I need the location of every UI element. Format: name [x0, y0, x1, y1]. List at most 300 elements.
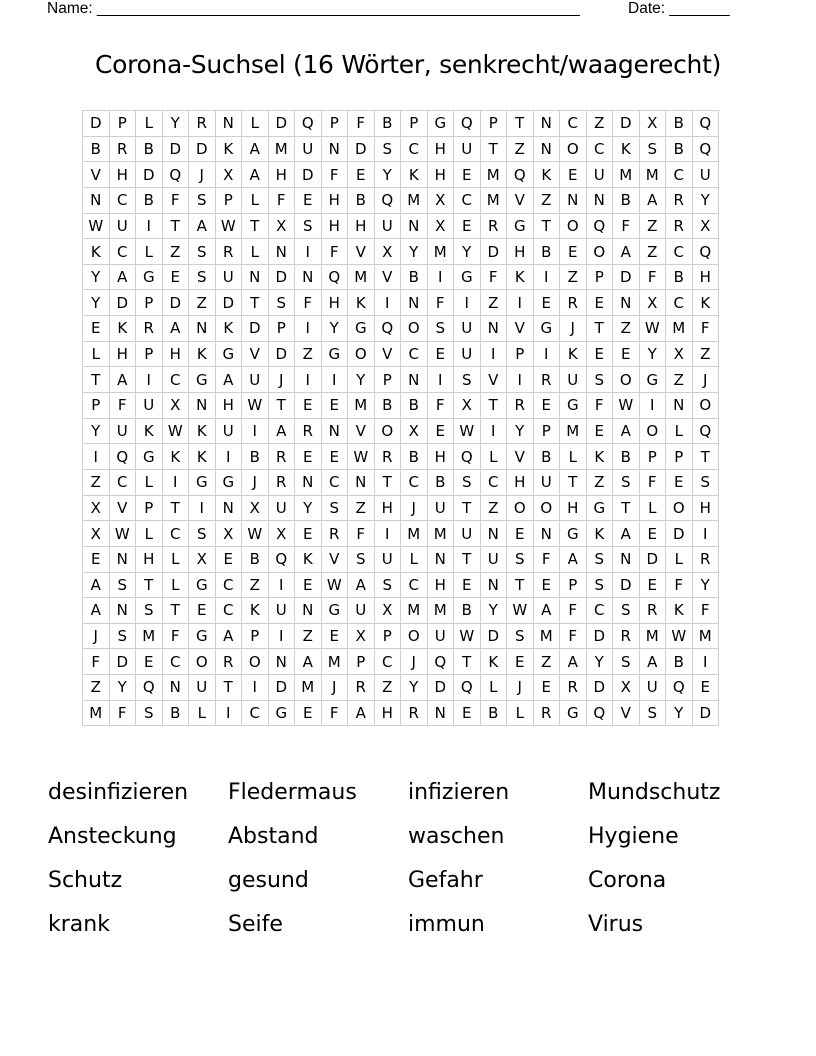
grid-row: [83, 572, 719, 598]
grid-cell: R: [215, 649, 242, 675]
grid-cell: K: [162, 444, 189, 470]
grid-cell: H: [692, 264, 719, 290]
grid-cell: X: [613, 675, 640, 701]
grid-cell: L: [136, 521, 163, 547]
grid-cell: D: [427, 675, 454, 701]
grid-cell: X: [162, 393, 189, 419]
grid-cell: B: [374, 393, 401, 419]
grid-cell: U: [454, 521, 481, 547]
grid-cell: K: [189, 341, 216, 367]
grid-cell: F: [295, 290, 322, 316]
word-list-item: Virus: [588, 912, 644, 937]
grid-cell: D: [268, 341, 295, 367]
grid-cell: K: [242, 598, 269, 624]
grid-cell: Q: [692, 136, 719, 162]
grid-cell: Y: [401, 675, 428, 701]
grid-cell: A: [295, 649, 322, 675]
grid-cell: O: [348, 341, 375, 367]
grid-cell: G: [215, 469, 242, 495]
grid-cell: L: [136, 111, 163, 137]
grid-cell: A: [215, 623, 242, 649]
grid-cell: T: [242, 290, 269, 316]
grid-cell: R: [401, 700, 428, 726]
grid-cell: B: [533, 444, 560, 470]
grid-cell: F: [586, 393, 613, 419]
grid-cell: V: [83, 162, 110, 188]
grid-cell: S: [586, 367, 613, 393]
grid-cell: U: [268, 598, 295, 624]
grid-cell: S: [189, 187, 216, 213]
grid-cell: X: [374, 239, 401, 265]
grid-cell: I: [533, 264, 560, 290]
grid-cell: Q: [321, 264, 348, 290]
grid-cell: E: [639, 521, 666, 547]
grid-cell: Q: [268, 546, 295, 572]
grid-cell: F: [268, 187, 295, 213]
grid-cell: N: [427, 546, 454, 572]
grid-cell: H: [321, 290, 348, 316]
grid-cell: D: [586, 675, 613, 701]
grid-cell: E: [533, 290, 560, 316]
grid-cell: X: [348, 623, 375, 649]
grid-cell: T: [692, 444, 719, 470]
grid-cell: F: [533, 546, 560, 572]
grid-cell: L: [480, 444, 507, 470]
grid-cell: F: [692, 598, 719, 624]
grid-cell: W: [666, 623, 693, 649]
grid-cell: Y: [321, 316, 348, 342]
grid-cell: T: [162, 495, 189, 521]
grid-cell: G: [348, 316, 375, 342]
grid-cell: I: [692, 649, 719, 675]
grid-cell: R: [666, 213, 693, 239]
grid-cell: F: [692, 316, 719, 342]
grid-cell: N: [586, 187, 613, 213]
grid-cell: M: [348, 264, 375, 290]
grid-cell: P: [136, 495, 163, 521]
grid-cell: B: [427, 469, 454, 495]
grid-cell: E: [586, 418, 613, 444]
grid-cell: S: [268, 290, 295, 316]
grid-cell: F: [321, 700, 348, 726]
grid-cell: Z: [480, 495, 507, 521]
word-list-item: Ansteckung: [48, 824, 177, 849]
grid-cell: U: [136, 393, 163, 419]
grid-cell: S: [348, 546, 375, 572]
grid-cell: D: [613, 572, 640, 598]
grid-cell: H: [427, 162, 454, 188]
grid-cell: E: [560, 162, 587, 188]
grid-cell: E: [533, 675, 560, 701]
grid-cell: S: [586, 572, 613, 598]
grid-cell: E: [533, 393, 560, 419]
grid-cell: N: [295, 598, 322, 624]
grid-cell: Y: [295, 495, 322, 521]
grid-cell: F: [639, 264, 666, 290]
grid-cell: G: [639, 367, 666, 393]
grid-cell: Z: [83, 675, 110, 701]
grid-cell: Q: [427, 649, 454, 675]
grid-cell: E: [162, 264, 189, 290]
grid-cell: N: [295, 469, 322, 495]
grid-cell: S: [189, 521, 216, 547]
grid-cell: K: [83, 239, 110, 265]
grid-cell: B: [666, 111, 693, 137]
grid-cell: Y: [348, 367, 375, 393]
grid-cell: Q: [454, 675, 481, 701]
grid-cell: W: [162, 418, 189, 444]
grid-cell: L: [666, 418, 693, 444]
grid-cell: A: [639, 649, 666, 675]
grid-cell: Z: [639, 239, 666, 265]
grid-cell: A: [242, 136, 269, 162]
word-list-item: Corona: [588, 868, 667, 893]
grid-cell: V: [480, 367, 507, 393]
grid-cell: D: [295, 162, 322, 188]
grid-row: [83, 290, 719, 316]
grid-cell: K: [215, 316, 242, 342]
grid-cell: R: [268, 444, 295, 470]
grid-cell: U: [348, 598, 375, 624]
grid-cell: Y: [109, 675, 136, 701]
grid-cell: F: [162, 187, 189, 213]
grid-cell: G: [189, 469, 216, 495]
grid-cell: Y: [454, 239, 481, 265]
grid-cell: U: [454, 136, 481, 162]
grid-cell: W: [109, 521, 136, 547]
grid-cell: K: [136, 418, 163, 444]
grid-cell: O: [586, 239, 613, 265]
grid-cell: D: [348, 136, 375, 162]
grid-cell: O: [401, 316, 428, 342]
grid-cell: X: [666, 341, 693, 367]
word-list-item: krank: [48, 912, 110, 937]
grid-cell: N: [268, 649, 295, 675]
grid-cell: C: [162, 367, 189, 393]
grid-cell: F: [427, 393, 454, 419]
grid-cell: C: [666, 239, 693, 265]
grid-cell: S: [189, 239, 216, 265]
grid-cell: F: [560, 598, 587, 624]
grid-cell: X: [189, 546, 216, 572]
grid-cell: T: [162, 213, 189, 239]
grid-cell: Y: [692, 187, 719, 213]
grid-cell: M: [427, 598, 454, 624]
grid-cell: Y: [586, 649, 613, 675]
word-list-item: Fledermaus: [228, 780, 357, 805]
grid-row: [83, 444, 719, 470]
grid-cell: D: [162, 136, 189, 162]
grid-cell: B: [666, 264, 693, 290]
grid-cell: N: [242, 264, 269, 290]
grid-cell: N: [401, 213, 428, 239]
grid-cell: Z: [189, 290, 216, 316]
grid-cell: Q: [586, 213, 613, 239]
grid-cell: N: [109, 546, 136, 572]
grid-cell: B: [666, 136, 693, 162]
word-list-item: gesund: [228, 868, 309, 893]
grid-cell: C: [454, 187, 481, 213]
grid-cell: M: [427, 521, 454, 547]
grid-cell: R: [480, 213, 507, 239]
grid-cell: E: [613, 341, 640, 367]
grid-cell: W: [348, 444, 375, 470]
grid-cell: R: [268, 469, 295, 495]
grid-cell: C: [586, 598, 613, 624]
grid-cell: A: [348, 700, 375, 726]
grid-cell: N: [613, 546, 640, 572]
grid-cell: B: [533, 239, 560, 265]
grid-cell: H: [427, 572, 454, 598]
grid-cell: C: [401, 341, 428, 367]
grid-row: [83, 136, 719, 162]
grid-cell: M: [480, 162, 507, 188]
grid-cell: Y: [83, 290, 110, 316]
grid-cell: J: [321, 675, 348, 701]
grid-cell: Y: [507, 418, 534, 444]
grid-cell: P: [136, 290, 163, 316]
grid-cell: L: [83, 341, 110, 367]
grid-cell: O: [242, 649, 269, 675]
grid-cell: Z: [162, 239, 189, 265]
grid-cell: F: [348, 521, 375, 547]
grid-row: [83, 649, 719, 675]
grid-cell: X: [242, 495, 269, 521]
grid-cell: K: [533, 162, 560, 188]
grid-cell: M: [427, 239, 454, 265]
grid-cell: Z: [692, 341, 719, 367]
grid-cell: T: [507, 572, 534, 598]
grid-cell: X: [215, 162, 242, 188]
grid-cell: R: [507, 393, 534, 419]
grid-cell: Z: [295, 623, 322, 649]
grid-cell: O: [189, 649, 216, 675]
grid-cell: W: [454, 623, 481, 649]
grid-cell: W: [242, 393, 269, 419]
grid-cell: U: [586, 162, 613, 188]
grid-cell: T: [560, 469, 587, 495]
grid-cell: B: [348, 187, 375, 213]
grid-cell: I: [507, 367, 534, 393]
grid-cell: I: [242, 675, 269, 701]
grid-cell: L: [401, 546, 428, 572]
grid-cell: M: [136, 623, 163, 649]
word-list-item: Mundschutz: [588, 780, 721, 805]
grid-cell: A: [215, 367, 242, 393]
grid-cell: X: [215, 521, 242, 547]
grid-cell: T: [480, 136, 507, 162]
grid-cell: N: [401, 290, 428, 316]
grid-cell: Y: [83, 418, 110, 444]
grid-cell: E: [295, 187, 322, 213]
grid-cell: F: [109, 700, 136, 726]
grid-cell: T: [215, 675, 242, 701]
grid-cell: B: [242, 444, 269, 470]
grid-cell: F: [666, 572, 693, 598]
grid-cell: T: [162, 598, 189, 624]
grid-cell: M: [401, 521, 428, 547]
grid-cell: A: [533, 598, 560, 624]
grid-cell: S: [507, 546, 534, 572]
grid-cell: D: [480, 623, 507, 649]
grid-cell: E: [136, 649, 163, 675]
grid-cell: C: [374, 649, 401, 675]
grid-row: [83, 675, 719, 701]
grid-cell: N: [215, 495, 242, 521]
grid-cell: N: [427, 700, 454, 726]
grid-cell: E: [507, 521, 534, 547]
grid-cell: Z: [533, 649, 560, 675]
grid-cell: N: [560, 187, 587, 213]
grid-cell: K: [613, 136, 640, 162]
grid-cell: Z: [666, 367, 693, 393]
grid-cell: Q: [374, 316, 401, 342]
grid-cell: H: [374, 495, 401, 521]
name-field-label: Name: ________________________________________________________: [47, 0, 580, 17]
grid-cell: S: [109, 572, 136, 598]
grid-cell: C: [215, 572, 242, 598]
grid-cell: I: [374, 521, 401, 547]
grid-cell: A: [560, 546, 587, 572]
grid-cell: E: [427, 341, 454, 367]
grid-cell: S: [189, 264, 216, 290]
grid-cell: K: [109, 316, 136, 342]
grid-cell: H: [268, 162, 295, 188]
grid-cell: N: [189, 316, 216, 342]
grid-cell: I: [427, 264, 454, 290]
grid-cell: V: [348, 239, 375, 265]
grid-cell: I: [507, 290, 534, 316]
grid-cell: W: [639, 316, 666, 342]
grid-cell: L: [189, 700, 216, 726]
grid-cell: E: [295, 444, 322, 470]
grid-cell: D: [242, 316, 269, 342]
grid-cell: N: [666, 393, 693, 419]
grid-cell: D: [268, 111, 295, 137]
grid-cell: D: [83, 111, 110, 137]
grid-cell: V: [613, 700, 640, 726]
grid-row: [83, 700, 719, 726]
grid-cell: K: [480, 649, 507, 675]
grid-cell: C: [586, 136, 613, 162]
grid-cell: Z: [295, 341, 322, 367]
grid-cell: C: [162, 521, 189, 547]
grid-cell: N: [348, 469, 375, 495]
grid-cell: F: [639, 469, 666, 495]
grid-cell: Q: [692, 418, 719, 444]
grid-cell: P: [268, 316, 295, 342]
grid-cell: A: [613, 521, 640, 547]
grid-cell: U: [692, 162, 719, 188]
grid-cell: Y: [83, 264, 110, 290]
grid-cell: E: [692, 675, 719, 701]
grid-cell: M: [348, 393, 375, 419]
grid-cell: R: [560, 675, 587, 701]
grid-cell: M: [401, 187, 428, 213]
word-list-item: Hygiene: [588, 824, 679, 849]
grid-cell: H: [692, 495, 719, 521]
grid-cell: Y: [639, 341, 666, 367]
grid-cell: S: [692, 469, 719, 495]
grid-cell: O: [692, 393, 719, 419]
grid-cell: E: [454, 213, 481, 239]
grid-cell: M: [639, 623, 666, 649]
grid-cell: W: [507, 598, 534, 624]
grid-cell: E: [295, 572, 322, 598]
grid-cell: C: [401, 136, 428, 162]
grid-cell: Y: [374, 162, 401, 188]
grid-cell: X: [427, 213, 454, 239]
grid-cell: N: [83, 187, 110, 213]
grid-cell: S: [639, 136, 666, 162]
grid-cell: S: [613, 598, 640, 624]
grid-cell: Q: [692, 239, 719, 265]
grid-cell: Q: [507, 162, 534, 188]
grid-cell: R: [348, 675, 375, 701]
grid-cell: D: [692, 700, 719, 726]
grid-cell: U: [533, 469, 560, 495]
grid-cell: P: [242, 623, 269, 649]
grid-cell: U: [427, 623, 454, 649]
grid-cell: K: [189, 418, 216, 444]
grid-cell: N: [268, 239, 295, 265]
grid-cell: D: [666, 521, 693, 547]
grid-cell: F: [162, 623, 189, 649]
grid-cell: O: [666, 495, 693, 521]
grid-cell: I: [268, 572, 295, 598]
grid-cell: A: [268, 418, 295, 444]
grid-cell: E: [348, 162, 375, 188]
grid-cell: W: [454, 418, 481, 444]
grid-cell: S: [374, 136, 401, 162]
grid-cell: N: [480, 521, 507, 547]
grid-cell: R: [215, 239, 242, 265]
grid-cell: H: [427, 444, 454, 470]
grid-cell: F: [83, 649, 110, 675]
grid-cell: X: [427, 187, 454, 213]
grid-cell: K: [560, 341, 587, 367]
grid-cell: C: [109, 469, 136, 495]
grid-cell: T: [374, 469, 401, 495]
grid-cell: O: [613, 367, 640, 393]
grid-cell: I: [215, 444, 242, 470]
grid-cell: D: [268, 675, 295, 701]
grid-cell: N: [189, 393, 216, 419]
grid-cell: B: [136, 136, 163, 162]
grid-cell: Z: [242, 572, 269, 598]
grid-cell: O: [560, 136, 587, 162]
grid-cell: U: [454, 341, 481, 367]
grid-row: [83, 316, 719, 342]
grid-cell: E: [507, 649, 534, 675]
grid-cell: A: [83, 572, 110, 598]
grid-cell: P: [374, 623, 401, 649]
grid-cell: J: [401, 495, 428, 521]
grid-cell: X: [692, 213, 719, 239]
grid-cell: G: [533, 316, 560, 342]
grid-cell: P: [560, 572, 587, 598]
grid-cell: Y: [666, 700, 693, 726]
grid-row: [83, 546, 719, 572]
grid-cell: G: [560, 393, 587, 419]
grid-cell: B: [401, 393, 428, 419]
grid-cell: H: [109, 341, 136, 367]
grid-cell: R: [321, 521, 348, 547]
grid-cell: B: [242, 546, 269, 572]
grid-cell: I: [692, 521, 719, 547]
grid-cell: G: [454, 264, 481, 290]
grid-cell: E: [215, 546, 242, 572]
